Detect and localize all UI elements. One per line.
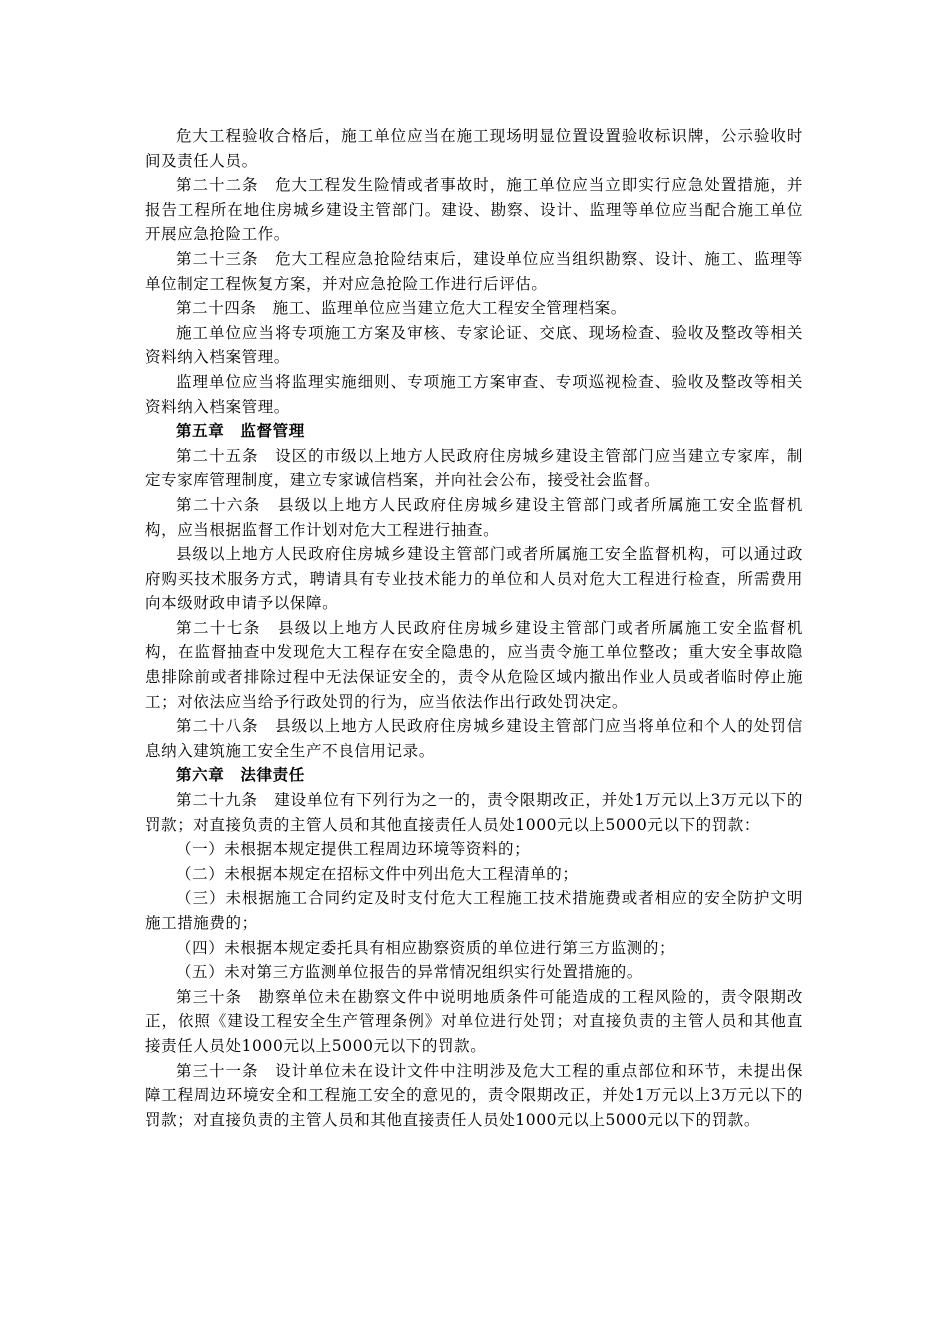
paragraph: 监理单位应当将监理实施细则、专项施工方案审查、专项巡视检查、验收及整改等相关资料纳入档案管理。: [145, 372, 803, 416]
article-28-paragraph: 第二十八条 县级以上地方人民政府住房城乡建设主管部门应当将单位和个人的处罚信息纳入建筑施工安全生产不良信用记录。: [145, 717, 803, 760]
article-25-paragraph: 第二十五条 设区的市级以上地方人民政府住房城乡建设主管部门应当建立专家库，制定专家库管理制度，建立专家诚信档案，并向社会公布，接受社会监督。: [145, 446, 803, 490]
list-item: （二）未根据本规定在招标文件中列出危大工程清单的；: [176, 864, 579, 883]
article-30-paragraph: 第三十条 勘察单位未在勘察文件中说明地质条件可能造成的工程风险的，责令限期改正，依照《建设工程安全生产管理条例》对单位进行处罚；对直接负责的主管人员和其他直接责任人员处1000元以上5000元以下的罚款。: [145, 987, 803, 1055]
list-item: （一）未根据本规定提供工程周边环境等资料的；: [176, 840, 531, 859]
list-item: （三）未根据施工合同约定及时支付危大工程施工技术措施费或者相应的安全防护文明施工措施费的；: [145, 889, 803, 932]
paragraph: 县级以上地方人民政府住房城乡建设主管部门或者所属施工安全监督机构，可以通过政府购买技术服务方式，聘请具有专业技术能力的单位和人员对危大工程进行检查，所需费用向本级财政申请予以保障。: [145, 545, 803, 613]
article-24-paragraph: 第二十四条 施工、监理单位应当建立危大工程安全管理档案。: [176, 299, 627, 318]
document-page: [145, 124, 803, 1132]
paragraph: 危大工程验收合格后，施工单位应当在施工现场明显位置设置验收标识牌，公示验收时间及责任人员。: [145, 127, 803, 170]
list-item: （五）未对第三方监测单位报告的异常情况组织实行处置措施的。: [176, 963, 643, 982]
article-29-paragraph: 第二十九条 建设单位有下列行为之一的，责令限期改正，并处1万元以上3万元以下的罚款；对直接负责的主管人员和其他直接责任人员处1000元以上5000元以下的罚款：: [145, 791, 803, 834]
paragraph: 施工单位应当将专项施工方案及审核、专家论证、交底、现场检查、验收及整改等相关资料纳入档案管理。: [145, 323, 803, 367]
article-31-paragraph: 第三十一条 设计单位未在设计文件中注明涉及危大工程的重点部位和环节，未提出保障工程周边环境安全和工程施工安全的意见的，责令限期改正，并处1万元以上3万元以下的罚款；对直接负责的主管人员和其他直接责任人员处1000元以上5000元以下的罚款。: [145, 1061, 803, 1129]
list-item: （四）未根据本规定委托具有相应勘察资质的单位进行第三方监测的；: [176, 938, 676, 957]
chapter-5-heading: 第五章 监督管理: [176, 421, 305, 441]
article-23-paragraph: 第二十三条 危大工程应急抢险结束后，建设单位应当组织勘察、设计、施工、监理等单位制定工程恢复方案，并对应急抢险工作进行后评估。: [145, 249, 803, 293]
article-22-paragraph: 第二十二条 危大工程发生险情或者事故时，施工单位应当立即实行应急处置措施，并报告工程所在地住房城乡建设主管部门。建设、勘察、设计、监理等单位应当配合施工单位开展应急抢险工作。: [145, 176, 803, 244]
article-26-paragraph: 第二十六条 县级以上地方人民政府住房城乡建设主管部门或者所属施工安全监督机构，应当根据监督工作计划对危大工程进行抽查。: [145, 495, 803, 539]
chapter-6-heading: 第六章 法律责任: [176, 765, 305, 785]
article-27-paragraph: 第二十七条 县级以上地方人民政府住房城乡建设主管部门或者所属施工安全监督机构，在监督抽查中发现危大工程存在安全隐患的，应当责令施工单位整改；重大安全事故隐患排除前或者排除过程中无法保证安全的，责令从危险区域内撤出作业人员或者临时停止施工；对依法应当给予行政处罚的行为，应当依法作出行政处罚决定。: [145, 618, 803, 711]
